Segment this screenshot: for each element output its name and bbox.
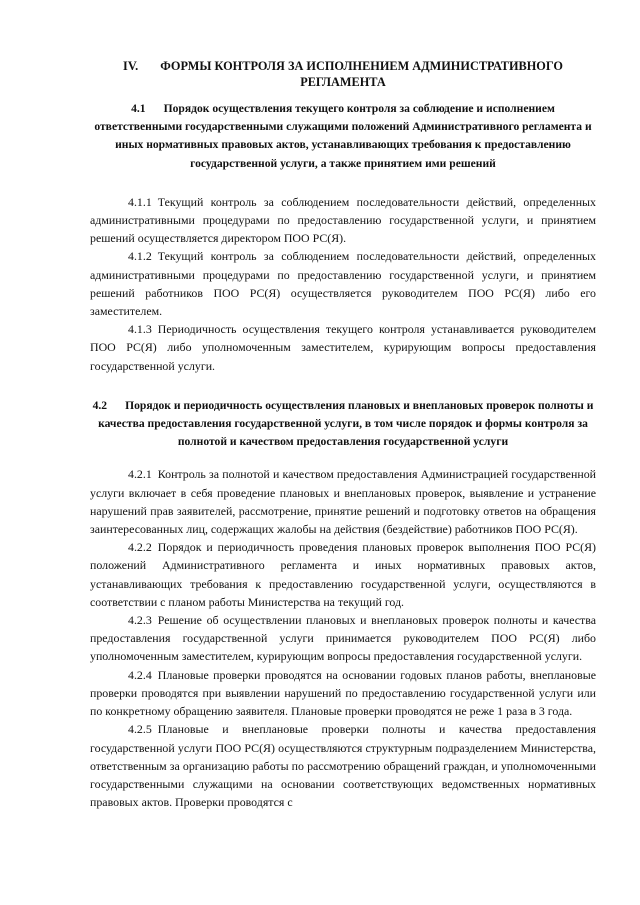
paragraph-number: 4.2.2 bbox=[128, 540, 152, 555]
paragraph-4-1-1 bbox=[90, 193, 596, 248]
paragraph-text: Периодичность осуществления текущего контроля устанавливается руководителем ПОО РС(Я) либо уполномоченным заместителем, курирующим вопросы предоставления государственной услуги. bbox=[90, 322, 596, 373]
subsection-title-text: Порядок и периодичность осуществления плановых и внеплановых проверок полноты и качества предоставления государственной услуги, в том числе порядок и формы контроля за полнотой и качеством предоставления государственной услуги bbox=[98, 398, 594, 449]
paragraph-4-2-4 bbox=[90, 666, 596, 721]
paragraph-4-2-5 bbox=[90, 720, 596, 811]
paragraph-text: Плановые проверки проводятся на основании годовых планов работы, внеплановые проверки проводятся при выявлении нарушений по предоставлению государственной услуги или по конкретному обращению заявителя. Плановые проверки проводятся не реже 1 раза в 3 года. bbox=[90, 667, 596, 719]
paragraph-number: 4.1.1 bbox=[128, 194, 152, 209]
paragraph-text: Решение об осуществлении плановых и внеплановых проверок полноты и качества предоставления государственной услуги принимается руководителем ПОО РС(Я) либо уполномоченным заместителем, курирующим вопросы предоставления государственной услуги. bbox=[90, 613, 596, 664]
subsection-heading-4-2 bbox=[90, 397, 596, 452]
paragraph-text: Порядок и периодичность проведения плановых проверок выполнения ПОО РС(Я) положений Административного регламента и иных нормативных правовых актов, устанавливающих требования к предоставлению государственной услуги, осуществляются в соответствии с планом работы Министерства на текущий год. bbox=[90, 540, 596, 609]
paragraph-text: Текущий контроль за соблюдением последовательности действий, определенных административными процедурами по предоставлению государственной услуги, и принятием решений осуществляется директором ПОО РС(Я). bbox=[90, 194, 596, 246]
subsection-number: 4.1 bbox=[131, 102, 146, 115]
subsection-heading-4-1 bbox=[90, 100, 596, 173]
paragraph-text: Текущий контроль за соблюдением последовательности действий, определенных административными процедурами по предоставлению государственной услуги, и принятием решений работников ПОО РС(Я) осуществляется руководителем ПОО РС(Я) либо его заместителем. bbox=[90, 249, 596, 319]
section-number: IV. bbox=[123, 59, 139, 73]
section-heading bbox=[90, 58, 596, 90]
document-page bbox=[90, 58, 596, 811]
paragraph-number: 4.2.4 bbox=[128, 667, 152, 682]
paragraph-number: 4.2.3 bbox=[128, 613, 152, 628]
paragraph-4-2-3 bbox=[90, 611, 596, 666]
paragraph-number: 4.2.5 bbox=[128, 722, 152, 737]
paragraph-4-2-2 bbox=[90, 538, 596, 611]
paragraph-4-1-3 bbox=[90, 320, 596, 375]
paragraph-number: 4.1.2 bbox=[128, 249, 152, 264]
paragraph-number: 4.1.3 bbox=[128, 322, 152, 337]
subsection-number: 4.2 bbox=[92, 398, 108, 412]
paragraph-4-2-1 bbox=[90, 465, 596, 538]
paragraph-number: 4.2.1 bbox=[128, 467, 152, 482]
paragraph-text: Плановые и внеплановые проверки полноты и качества предоставления государственной услуги ПОО РС(Я) осуществляются структурным подразделением Министерства, ответственным за организацию работы по рассмотрению обращений граждан, и уполномоченными государственными служащими на основании соответствующих ведомственных нормативных правовых актов. Проверки проводятся с bbox=[90, 722, 596, 810]
paragraph-4-1-2 bbox=[90, 247, 596, 320]
paragraph-text: Контроль за полнотой и качеством предоставления Администрацией государственной услуги включает в себя проведение плановых и внеплановых проверок, выявление и устранение нарушений прав заявителей, рассмотрение, принятие решений и подготовку ответов на обращения заинтересованных лиц, содержащих жалобы на действия (бездействие) работников ПОО РС(Я). bbox=[90, 467, 596, 537]
subsection-title-text: Порядок осуществления текущего контроля за соблюдение и исполнением ответственными государственными служащими положений Административного регламента и иных нормативных правовых актов, устанавливающих требования к предоставлению государственной услуги, а также принятием ими решений bbox=[94, 102, 592, 170]
section-title-text: ФОРМЫ КОНТРОЛЯ ЗА ИСПОЛНЕНИЕМ АДМИНИСТРАТИВНОГО РЕГЛАМЕНТА bbox=[160, 59, 563, 89]
